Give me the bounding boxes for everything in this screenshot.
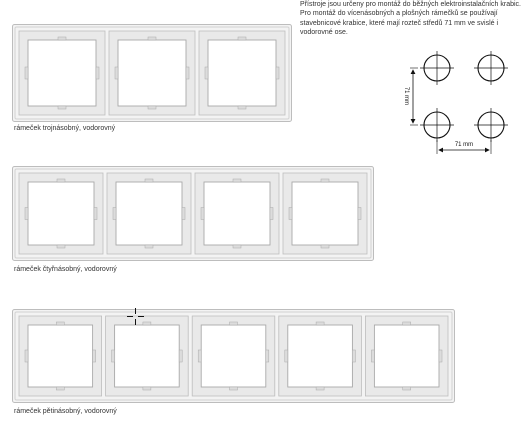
- clip-tab-top: [321, 179, 329, 182]
- clip-tab-bottom: [57, 245, 65, 248]
- clip-tab-left: [205, 67, 208, 79]
- clip-tab-left: [25, 67, 28, 79]
- clip-tab-top: [143, 322, 151, 325]
- clip-tab-right: [358, 208, 361, 220]
- mounting-info-paragraph: Přístroje jsou určeny pro montáž do běžných elektroinstalačních krabic. Pro montáž do vícenásobných a plošných rámečků se používají stavebnicové krabice, které mají rozteč středů 71 mm ve svislé i vodorovné ose.: [300, 1, 521, 37]
- clip-tab-right: [352, 350, 355, 362]
- clip-tab-right: [276, 67, 279, 79]
- frame-gang: [283, 173, 367, 254]
- frame-gang: [19, 316, 102, 396]
- box-circle-top-right: [474, 51, 508, 85]
- clip-tab-right: [94, 208, 97, 220]
- frame-gang: [19, 173, 103, 254]
- horizontal-dimension-label: 71 mm: [454, 142, 474, 148]
- quadruple-frame-image: [12, 166, 374, 261]
- clip-tab-top: [57, 179, 65, 182]
- clip-tab-left: [201, 208, 204, 220]
- clip-tab-bottom: [316, 387, 324, 390]
- gang-opening: [28, 40, 96, 106]
- gang-opening: [204, 182, 270, 245]
- clip-tab-bottom: [143, 387, 151, 390]
- clip-tab-left: [198, 350, 201, 362]
- clip-tab-bottom: [230, 387, 238, 390]
- crosshair-cursor-icon: [127, 308, 144, 325]
- gang-opening: [208, 40, 276, 106]
- clip-tab-left: [115, 67, 118, 79]
- clip-tab-bottom: [56, 387, 64, 390]
- frame-gang: [195, 173, 279, 254]
- clip-tab-top: [316, 322, 324, 325]
- frame-gang: [19, 31, 105, 115]
- clip-tab-bottom: [58, 106, 66, 109]
- clip-tab-left: [371, 350, 374, 362]
- gang-opening: [292, 182, 358, 245]
- frame-gang: [107, 173, 191, 254]
- clip-tab-right: [270, 208, 273, 220]
- frame-gang: [109, 31, 195, 115]
- vertical-dimension: [403, 68, 418, 125]
- clip-tab-left: [289, 208, 292, 220]
- clip-tab-bottom: [145, 245, 153, 248]
- frame-gang: [106, 316, 189, 396]
- quadruple-frame-caption: rámeček čtyřnásobný, vodorovný: [14, 266, 117, 273]
- clip-tab-bottom: [148, 106, 156, 109]
- gang-opening: [288, 325, 353, 387]
- triple-frame-caption: rámeček trojnásobný, vodorovný: [14, 125, 116, 132]
- clip-tab-left: [25, 350, 28, 362]
- box-circle-top-left: [420, 51, 454, 85]
- clip-tab-right: [266, 350, 269, 362]
- clip-tab-left: [112, 350, 115, 362]
- box-circle-bottom-right: [474, 108, 508, 142]
- clip-tab-top: [58, 37, 66, 40]
- frame-gang: [365, 316, 448, 396]
- gang-opening: [28, 325, 93, 387]
- gang-opening: [118, 40, 186, 106]
- frame-gang: [279, 316, 362, 396]
- mounting-info-text: [300, 0, 528, 38]
- clip-tab-bottom: [321, 245, 329, 248]
- clip-tab-right: [439, 350, 442, 362]
- clip-tab-bottom: [233, 245, 241, 248]
- clip-tab-top: [238, 37, 246, 40]
- frame-gang: [192, 316, 275, 396]
- clip-tab-top: [148, 37, 156, 40]
- clip-tab-left: [285, 350, 288, 362]
- horizontal-dimension: [437, 140, 491, 154]
- quintuple-frame-image: [12, 309, 455, 403]
- quintuple-frame-caption: rámeček pětinásobný, vodorovný: [14, 408, 117, 415]
- clip-tab-right: [182, 208, 185, 220]
- clip-tab-top: [403, 322, 411, 325]
- triple-frame-image: [12, 24, 292, 122]
- frame-gang: [199, 31, 285, 115]
- clip-tab-top: [230, 322, 238, 325]
- clip-tab-right: [93, 350, 96, 362]
- clip-tab-top: [56, 322, 64, 325]
- clip-tab-right: [186, 67, 189, 79]
- clip-tab-bottom: [238, 106, 246, 109]
- gang-opening: [115, 325, 180, 387]
- clip-tab-right: [96, 67, 99, 79]
- gang-opening: [116, 182, 182, 245]
- vertical-dimension-label: 71 mm: [403, 86, 409, 106]
- gang-opening: [201, 325, 266, 387]
- clip-tab-top: [145, 179, 153, 182]
- gang-opening: [28, 182, 94, 245]
- gang-opening: [374, 325, 439, 387]
- clip-tab-top: [233, 179, 241, 182]
- clip-tab-right: [179, 350, 182, 362]
- box-circle-bottom-left: [420, 108, 454, 142]
- box-spacing-diagram: [400, 48, 524, 162]
- clip-tab-left: [113, 208, 116, 220]
- clip-tab-bottom: [403, 387, 411, 390]
- clip-tab-left: [25, 208, 28, 220]
